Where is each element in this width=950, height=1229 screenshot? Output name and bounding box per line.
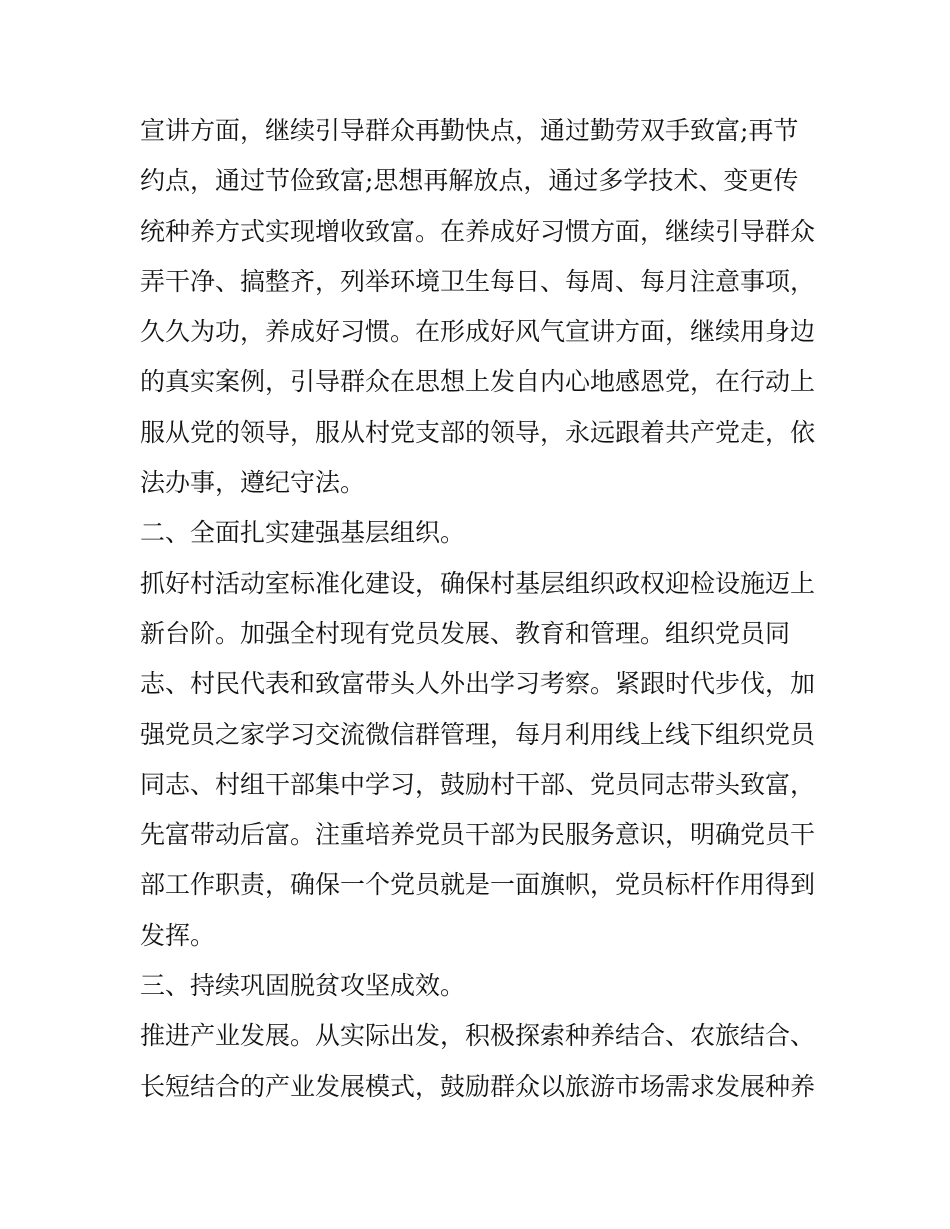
text-line: 新台阶。加强全村现有党员发展、教育和管理。组织党员同 — [140, 618, 791, 648]
text-line: 法办事，遵纪守法。 — [140, 468, 366, 498]
text-line: 强党员之家学习交流微信群管理，每月利用线上线下组织党员 — [140, 719, 816, 749]
text-line: 推进产业发展。从实际出发，积极探索种养结合、农旅结合、 — [140, 1021, 816, 1051]
text-line: 发挥。 — [140, 920, 216, 950]
text-line: 志、村民代表和致富带头人外出学习考察。紧跟时代步伐，加 — [140, 669, 816, 699]
text-line: 约点，通过节俭致富;思想再解放点，通过多学技术、变更传 — [140, 166, 799, 196]
text-line: 部工作职责，确保一个党员就是一面旗帜，党员标杆作用得到 — [140, 870, 816, 900]
section-heading-3: 三、持续巩固脱贫攻坚成效。 — [140, 971, 466, 1001]
text-line: 宣讲方面，继续引导群众再勤快点，通过勤劳双手致富;再节 — [140, 116, 799, 145]
text-line: 久久为功，养成好习惯。在形成好风气宣讲方面，继续用身边 — [140, 317, 816, 347]
text-line: 统种养方式实现增收致富。在养成好习惯方面，继续引导群众 — [140, 216, 816, 246]
text-line: 的真实案例，引导群众在思想上发自内心地感恩党，在行动上 — [140, 367, 816, 397]
text-line: 服从党的领导，服从村党支部的领导，永远跟着共产党走，依 — [140, 417, 816, 447]
document-body — [140, 106, 820, 1112]
text-line: 先富带动后富。注重培养党员干部为民服务意识，明确党员干 — [140, 820, 816, 850]
text-line: 抓好村活动室标准化建设，确保村基层组织政权迎检设施迈上 — [140, 568, 816, 598]
section-heading-2: 二、全面扎实建强基层组织。 — [140, 518, 466, 548]
text-line: 同志、村组干部集中学习，鼓励村干部、党员同志带头致富， — [140, 769, 816, 799]
text-line: 弄干净、搞整齐，列举环境卫生每日、每周、每月注意事项， — [140, 266, 816, 296]
text-line: 长短结合的产业发展模式，鼓励群众以旅游市场需求发展种养 — [140, 1071, 816, 1101]
